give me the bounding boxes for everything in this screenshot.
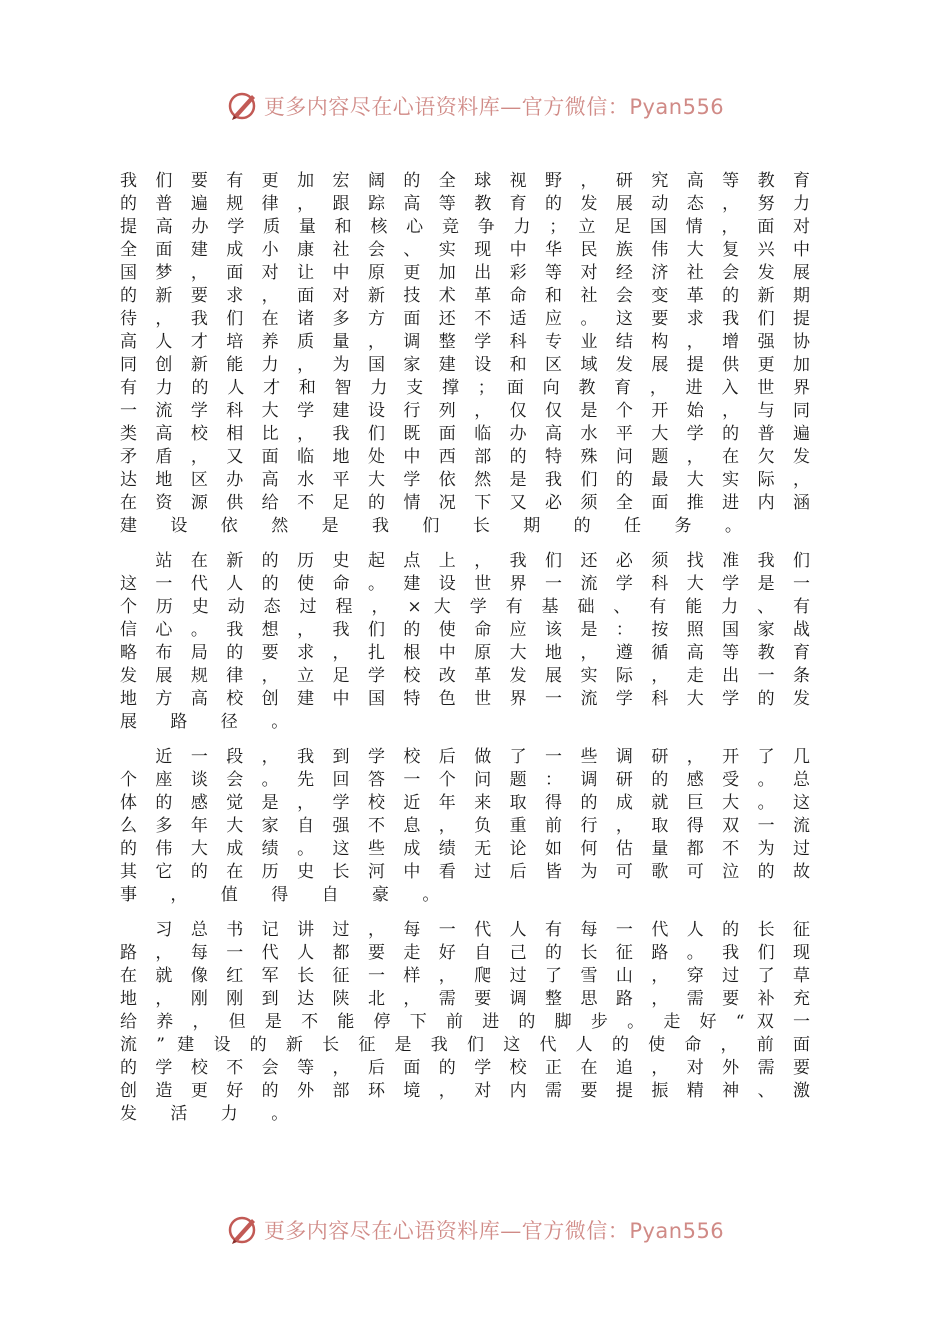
text-line: 事 ， 值 得 自 豪 。: [120, 885, 454, 905]
text-line: 的 学 校 不 会 等 ， 后 面 的 学 校 正 在 追 ， 对 外 需 要: [120, 1058, 810, 1078]
text-line: 么 多 年 大 家 自 强 不 息 ， 负 重 前 行 ， 取 得 双 一 流: [120, 816, 810, 836]
text-line: 给 养 ， 但 是 不 能 停 下 前 进 的 脚 步 。 走 好 “ 双 一: [120, 1012, 810, 1032]
text-line: 地 ， 刚 刚 到 达 陕 北 ， 需 要 调 整 思 路 ， 需 要 补 充: [120, 989, 810, 1009]
banner-text: [264, 91, 724, 121]
text-line: 体 的 感 觉 是 ， 学 校 近 年 来 取 得 的 成 就 巨 大 。 这: [120, 793, 810, 813]
text-line: 高 人 才 培 养 质 量 ， 调 整 学 科 专 业 结 构 ， 增 强 协: [120, 332, 810, 352]
text-line: 发 展 规 律 ， 立 足 学 校 改 革 发 展 实 际 ， 走 出 一 条: [120, 666, 810, 686]
text-line: 矛 盾 ， 又 面 临 地 处 中 西 部 的 特 殊 问 题 ， 在 欠 发: [120, 447, 810, 467]
text-line: 发 活 力 。: [120, 1104, 303, 1124]
text-line: 站 在 新 的 历 史 起 点 上 ， 我 们 还 必 须 找 准 我 们: [120, 551, 810, 571]
text-line: 我 们 要 有 更 加 宏 阔 的 全 球 视 野 ， 研 究 高 等 教 育: [120, 171, 810, 191]
text-line: 个 历 史 动 态 过 程 ， × 大 学 有 基 础 、 有 能 力 、 有: [120, 597, 810, 617]
paragraph-gap: [120, 734, 810, 746]
text-line: 建 设 依 然 是 我 们 长 期 的 任 务 。: [120, 516, 756, 536]
text-line: 路 ， 每 一 代 人 都 要 走 好 自 己 的 长 征 路 。 我 们 现: [120, 943, 810, 963]
paragraph-gap: [120, 538, 810, 550]
pen-logo-icon: [226, 89, 260, 123]
text-line: 习 总 书 记 讲 过 ， 每 一 代 人 有 每 一 代 人 的 长 征: [120, 920, 810, 940]
footer-banner: [0, 1210, 950, 1250]
paragraph: [120, 746, 810, 907]
text-line: 的 新 要 求 ， 面 对 新 技 术 革 命 和 社 会 变 革 的 新 期: [120, 286, 810, 306]
banner-handle: Pyan556: [629, 1219, 725, 1243]
banner-label: 更多内容尽在心语资料库—官方微信：: [263, 95, 630, 119]
text-line: 提 高 办 学 质 量 和 核 心 竞 争 力 ； 立 足 国 情 ， 面 对: [120, 217, 810, 237]
text-line: 近 一 段 ， 我 到 学 校 后 做 了 一 些 调 研 ， 开 了 几: [120, 747, 810, 767]
text-line: 有 力 的 人 才 和 智 力 支 撑 ； 面 向 教 育 ， 进 入 世 界: [120, 378, 810, 398]
document-body: [120, 170, 810, 1126]
text-line: 全 面 建 成 小 康 社 会 、 实 现 中 华 民 族 伟 大 复 兴 中: [120, 240, 810, 260]
paragraph: [120, 550, 810, 734]
text-line: 在 资 源 供 给 不 足 的 情 况 下 又 必 须 全 面 推 进 内 涵: [120, 493, 810, 513]
text-line: 略 布 局 的 要 求 ， 扎 根 中 原 大 地 ， 遵 循 高 等 教 育: [120, 643, 810, 663]
text-line: 创 造 更 好 的 外 部 环 境 ， 对 内 需 要 提 振 精 神 、 激: [120, 1081, 810, 1101]
header-banner: [0, 86, 950, 126]
banner-text: [264, 1215, 724, 1245]
text-line: 的 伟 大 成 绩 。 这 些 成 绩 无 论 如 何 估 量 都 不 为 过: [120, 839, 810, 859]
text-line: 地 方 高 校 创 建 中 国 特 色 世 界 一 流 学 科 大 学 的 发: [120, 689, 810, 709]
banner-label: 更多内容尽在心语资料库—官方微信：: [263, 1219, 630, 1243]
paragraph: [120, 919, 810, 1126]
text-line: 这 一 代 人 的 使 命 。 建 设 世 界 一 流 学 科 大 学 是 一: [120, 574, 810, 594]
text-line: 的 普 遍 规 律 ， 跟 踪 高 等 教 育 的 发 展 动 态 ， 努 力: [120, 194, 810, 214]
text-line: 展 路 径 。: [120, 712, 303, 732]
text-line: 一 流 学 科 大 学 建 设 行 列 ， 仅 仅 是 个 开 始 ， 与 同: [120, 401, 810, 421]
paragraph-gap: [120, 907, 810, 919]
text-line: 其 它 的 在 历 史 长 河 中 看 过 后 皆 为 可 歌 可 泣 的 故: [120, 862, 810, 882]
text-line: 类 高 校 相 比 ， 我 们 既 面 临 办 高 水 平 大 学 的 普 遍: [120, 424, 810, 444]
text-line: 达 地 区 办 高 水 平 大 学 依 然 是 我 们 的 最 大 实 际 ，: [120, 470, 810, 490]
paragraph: [120, 170, 810, 538]
text-line: 国 梦 ， 面 对 让 中 原 更 加 出 彩 等 对 经 济 社 会 发 展: [120, 263, 810, 283]
text-line: 在 就 像 红 军 长 征 一 样 ， 爬 过 了 雪 山 ， 穿 过 了 草: [120, 966, 810, 986]
pen-logo-icon: [226, 1213, 260, 1247]
text-line: 个 座 谈 会 。 先 回 答 一 个 问 题 ： 调 研 的 感 受 。 总: [120, 770, 810, 790]
banner-handle: Pyan556: [629, 95, 725, 119]
text-line: 待 ， 我 们 在 诸 多 方 面 还 不 适 应 。 这 要 求 我 们 提: [120, 309, 810, 329]
text-line: 信 心 。 我 想 ， 我 们 的 使 命 应 该 是 ： 按 照 国 家 战: [120, 620, 810, 640]
text-line: 同 创 新 能 力 ， 为 国 家 建 设 和 区 域 发 展 提 供 更 加: [120, 355, 810, 375]
text-line: 流 ” 建 设 的 新 长 征 是 我 们 这 代 人 的 使 命 ， 前 面: [120, 1035, 810, 1055]
